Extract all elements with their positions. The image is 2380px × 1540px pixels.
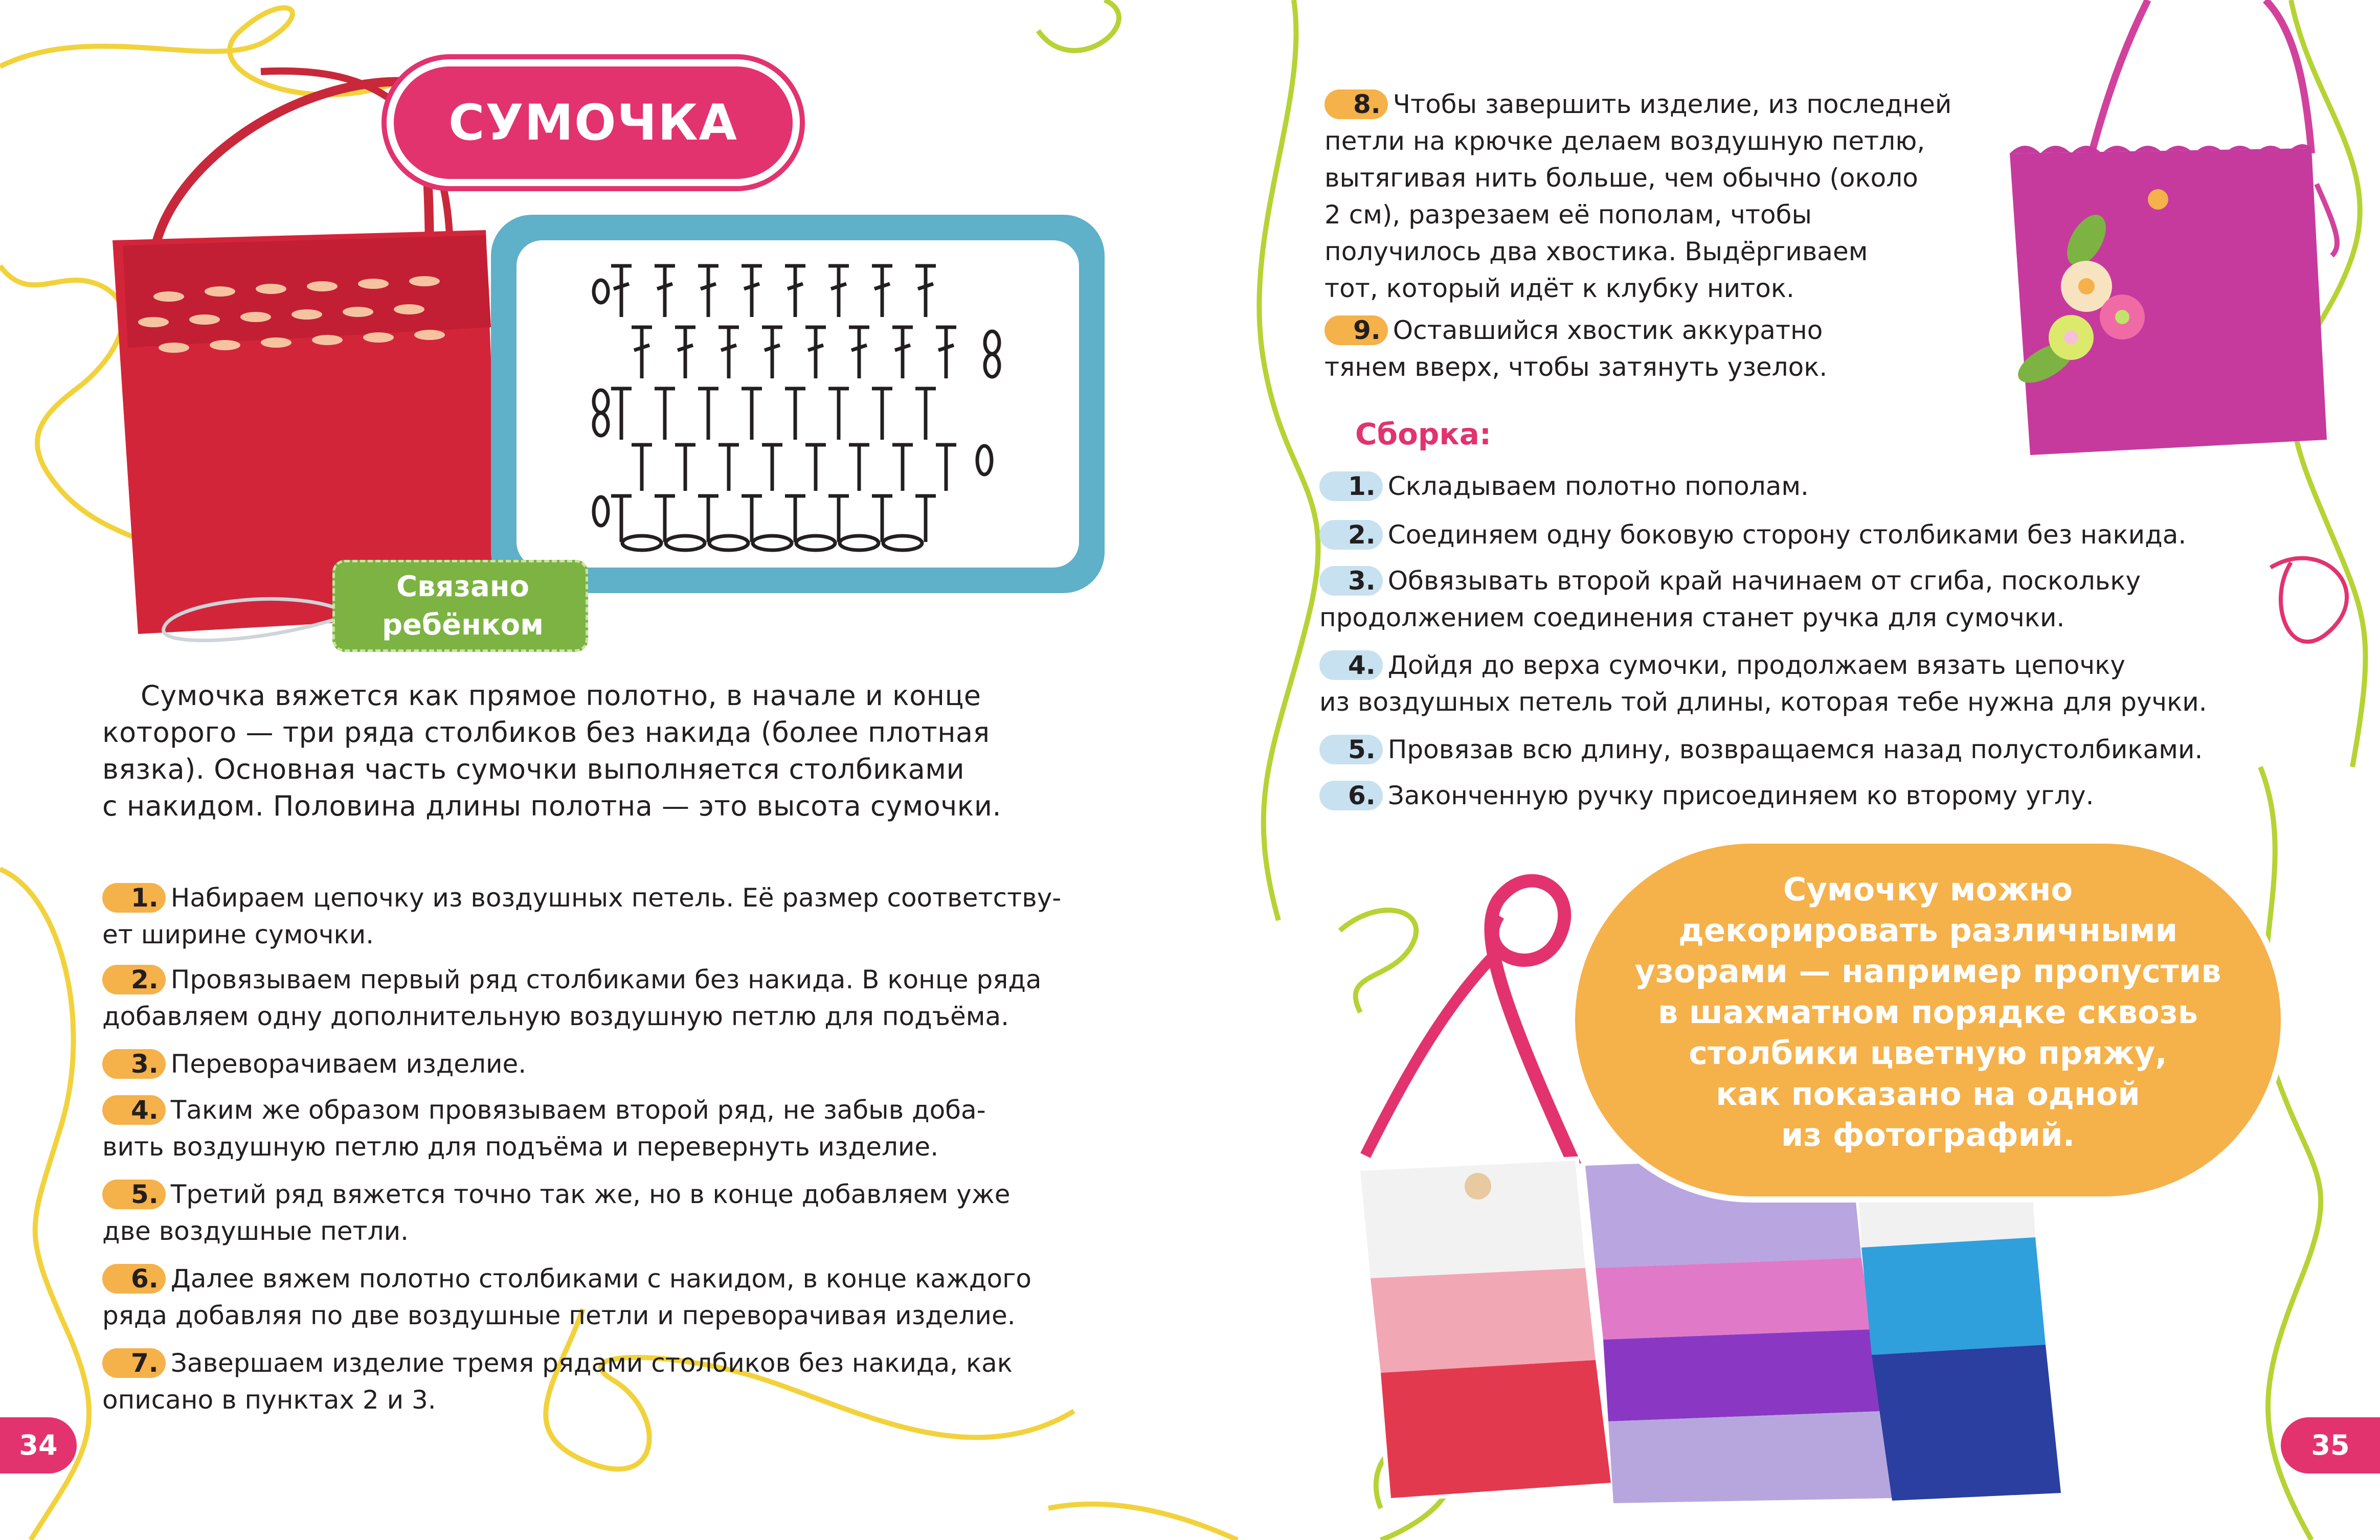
tip-line: как показано на одной: [1716, 1075, 2140, 1113]
crochet-chart: [517, 240, 1079, 568]
tip-text: [1580, 869, 2276, 1156]
step-text: Законченную ручку присоединяем ко второму углу.: [1387, 781, 2094, 810]
step-7: [102, 1345, 1013, 1418]
step-text: вить воздушную петлю для подъёма и перевернуть изделие.: [102, 1132, 939, 1162]
step-text: Таким же образом провязываем второй ряд, не забыв доба-: [170, 1095, 986, 1125]
page-title: СУМОЧКА: [448, 94, 738, 151]
tag-string: [153, 583, 348, 649]
step-3: [102, 1046, 526, 1082]
step-6: [102, 1260, 1031, 1334]
assembly-step-3: [1319, 562, 2141, 636]
step-number: 2.: [102, 965, 166, 994]
step-number: 8.: [1324, 89, 1388, 119]
step-number: 3.: [1319, 566, 1383, 596]
intro-line: которого — три ряда столбиков без накида (более плотная: [102, 716, 990, 749]
step-number: 1.: [102, 883, 166, 913]
assembly-step-4: [1319, 647, 2207, 720]
step-text: вытягивая нить больше, чем обычно (около: [1324, 163, 1918, 193]
step-number: 5.: [1319, 735, 1383, 764]
tip-line: Сумочку можно: [1783, 871, 2073, 908]
step-text: Далее вяжем полотно столбиками с накидом, в конце каждого: [170, 1264, 1031, 1294]
step-text: продолжением соединения станет ручка для сумочки.: [1319, 603, 2065, 632]
intro-line: вязка). Основная часть сумочки выполняется столбиками: [102, 753, 965, 785]
step-text: Набираем цепочку из воздушных петель. Её размер соответству-: [170, 883, 1062, 913]
step-text: описано в пунктах 2 и 3.: [102, 1385, 436, 1415]
step-text: Оставшийся хвостик аккуратно: [1393, 315, 1823, 345]
step-number: 3.: [102, 1049, 166, 1079]
tip-line: в шахматном порядке сквозь: [1658, 993, 2198, 1031]
step-number: 7.: [102, 1348, 166, 1378]
step-8: [1324, 86, 1951, 307]
assembly-heading: Сборка:: [1355, 417, 1492, 451]
step-text: тянем вверх, чтобы затянуть узелок.: [1324, 352, 1828, 382]
step-5: [102, 1176, 1011, 1250]
step-text: Соединяем одну боковую сторону столбиками без накида.: [1387, 520, 2187, 550]
assembly-step-1: [1319, 468, 1809, 505]
step-text: Провязываем первый ряд столбиками без накида. В конце ряда: [170, 965, 1042, 994]
step-number: 1.: [1319, 471, 1383, 501]
step-number: 4.: [102, 1095, 166, 1125]
step-number: 9.: [1324, 315, 1388, 345]
pink-bag-photo: [1979, 0, 2380, 470]
tip-line: декорировать различными: [1678, 912, 2178, 949]
step-text: получилось два хвостика. Выдёргиваем: [1324, 237, 1868, 266]
assembly-step-2: [1319, 516, 2186, 553]
step-number: 5.: [102, 1180, 166, 1209]
step-text: добавляем одну дополнительную воздушную петлю для подъёма.: [102, 1002, 1009, 1031]
step-text: Обвязывать второй край начинаем от сгиба, поскольку: [1387, 566, 2141, 596]
page-number-right: 35: [2281, 1417, 2380, 1474]
step-2: [102, 961, 1042, 1035]
step-text: тот, который идёт к клубку ниток.: [1324, 274, 1794, 303]
step-9: [1324, 312, 1827, 386]
step-text: ет ширине сумочки.: [102, 920, 374, 949]
step-number: 6.: [1319, 781, 1383, 810]
step-number: 4.: [1319, 650, 1383, 680]
step-1: [102, 879, 1061, 953]
step-text: Складываем полотно пополам.: [1387, 471, 1809, 501]
tip-line: из фотографий.: [1781, 1116, 2075, 1153]
step-number: 2.: [1319, 520, 1383, 550]
step-text: Переворачиваем изделие.: [170, 1049, 527, 1079]
child-made-tag-label: Связано ребёнком: [381, 570, 544, 642]
step-text: Дойдя до верха сумочки, продолжаем вязать цепочку: [1387, 650, 2125, 680]
assembly-step-5: [1319, 731, 2203, 768]
intro-line: Сумочка вяжется как прямое полотно, в начале и конце: [141, 680, 981, 712]
step-text: 2 см), разрезаем её пополам, чтобы: [1324, 200, 1812, 230]
step-text: Завершаем изделие тремя рядами столбиков без накида, как: [170, 1348, 1013, 1378]
step-text: Чтобы завершить изделие, из последней: [1393, 89, 1952, 119]
intro-paragraph: [102, 677, 1099, 825]
step-text: Третий ряд вяжется точно так же, но в конце добавляем уже: [170, 1180, 1011, 1209]
tip-line: узорами — например пропустив: [1634, 953, 2221, 990]
step-4: [102, 1092, 986, 1165]
assembly-step-6: [1319, 777, 2094, 814]
step-text: петли на крючке делаем воздушную петлю,: [1324, 126, 1925, 156]
step-text: из воздушных петель той длины, которая тебе нужна для ручки.: [1319, 687, 2207, 717]
intro-line: с накидом. Половина длины полотна — это высота сумочки.: [102, 790, 1002, 822]
tip-line: столбики цветную пряжу,: [1689, 1034, 2167, 1072]
step-number: 6.: [102, 1264, 166, 1294]
step-text: Провязав всю длину, возвращаемся назад полустолбиками.: [1387, 735, 2203, 764]
step-text: ряда добавляя по две воздушные петли и переворачивая изделие.: [102, 1301, 1016, 1330]
step-text: две воздушные петли.: [102, 1216, 409, 1246]
page-number-left: 34: [0, 1417, 77, 1474]
